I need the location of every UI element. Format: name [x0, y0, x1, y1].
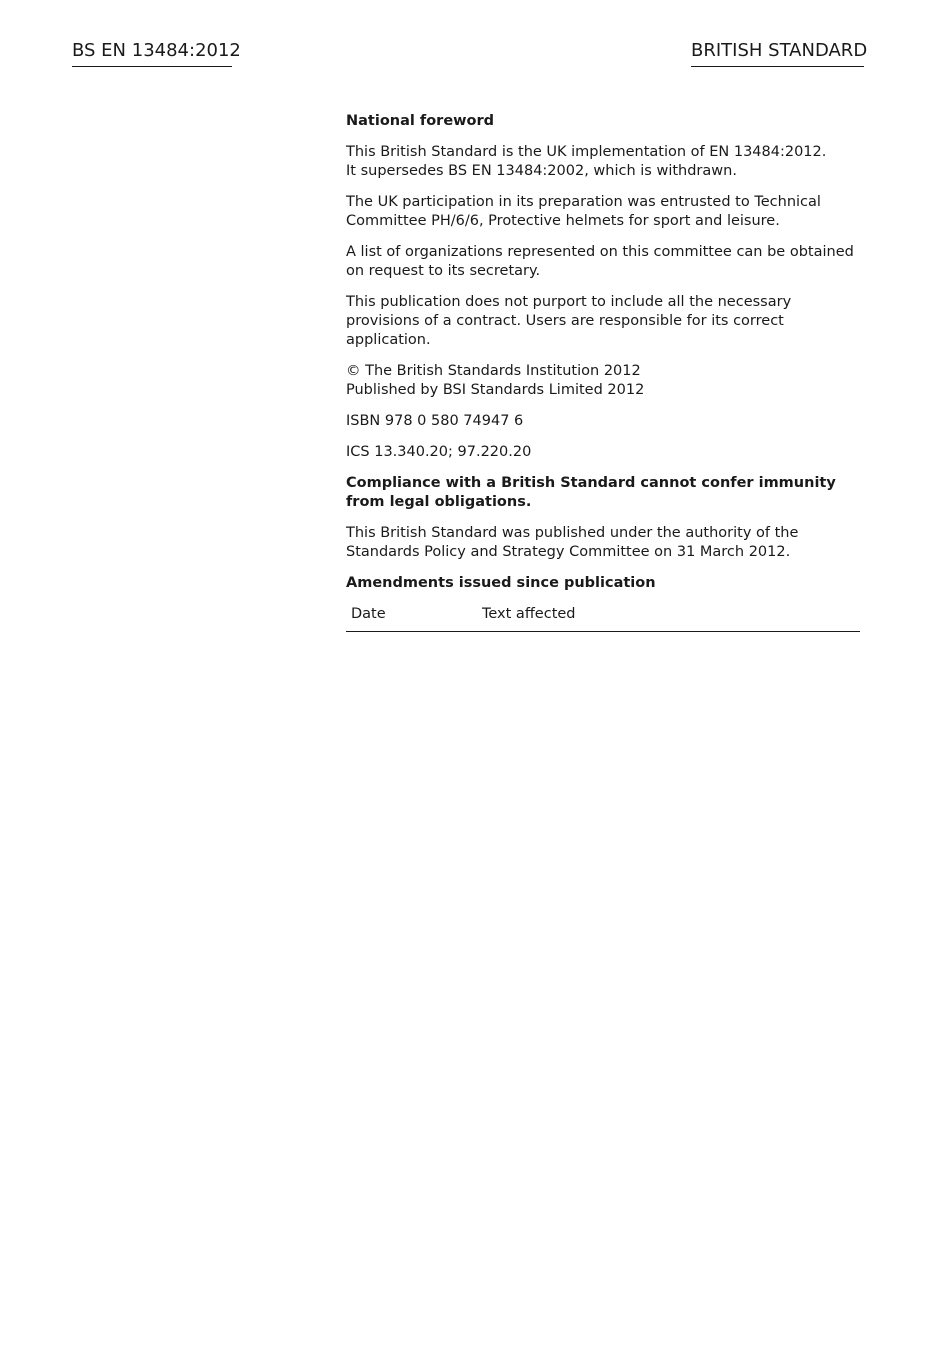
- contract-disclaimer-paragraph: This publication does not purport to include all the necessary provisions of a contract. Users are responsible for its correct application.: [346, 294, 792, 348]
- series-title: BRITISH STANDARD: [691, 38, 864, 67]
- amendments-heading: Amendments issued since publication: [346, 575, 656, 591]
- column-header-text-affected: Text affected: [482, 605, 860, 632]
- publisher-line: Published by BSI Standards Limited 2012: [346, 382, 645, 398]
- implementation-paragraph: [346, 143, 860, 181]
- amendments-header-row: [346, 605, 860, 632]
- isbn-line: ISBN 978 0 580 74947 6: [346, 413, 524, 429]
- authority-statement: This British Standard was published under the authority of the Standards Policy and Strategy Committee on 31 March 2012.: [346, 525, 799, 560]
- committee-paragraph: The UK participation in its preparation was entrusted to Technical Committee PH/6/6, Protective helmets for sport and leisure.: [346, 194, 821, 229]
- amendments-table: [346, 605, 860, 632]
- compliance-statement: Compliance with a British Standard cannot confer immunity from legal obligations.: [346, 475, 836, 510]
- supersedes-line: It supersedes BS EN 13484:2002, which is withdrawn.: [346, 163, 737, 179]
- implementation-line: This British Standard is the UK implementation of EN 13484:2012.: [346, 144, 827, 160]
- document-identifier: BS EN 13484:2012: [72, 38, 232, 67]
- organizations-paragraph: A list of organizations represented on this committee can be obtained on request to its secretary.: [346, 244, 854, 279]
- copyright-line: © The British Standards Institution 2012: [346, 363, 641, 379]
- national-foreword-section: [346, 112, 860, 632]
- ics-line: ICS 13.340.20; 97.220.20: [346, 444, 532, 460]
- copyright-paragraph: [346, 362, 860, 400]
- column-header-date: Date: [346, 605, 482, 632]
- foreword-heading: National foreword: [346, 113, 495, 129]
